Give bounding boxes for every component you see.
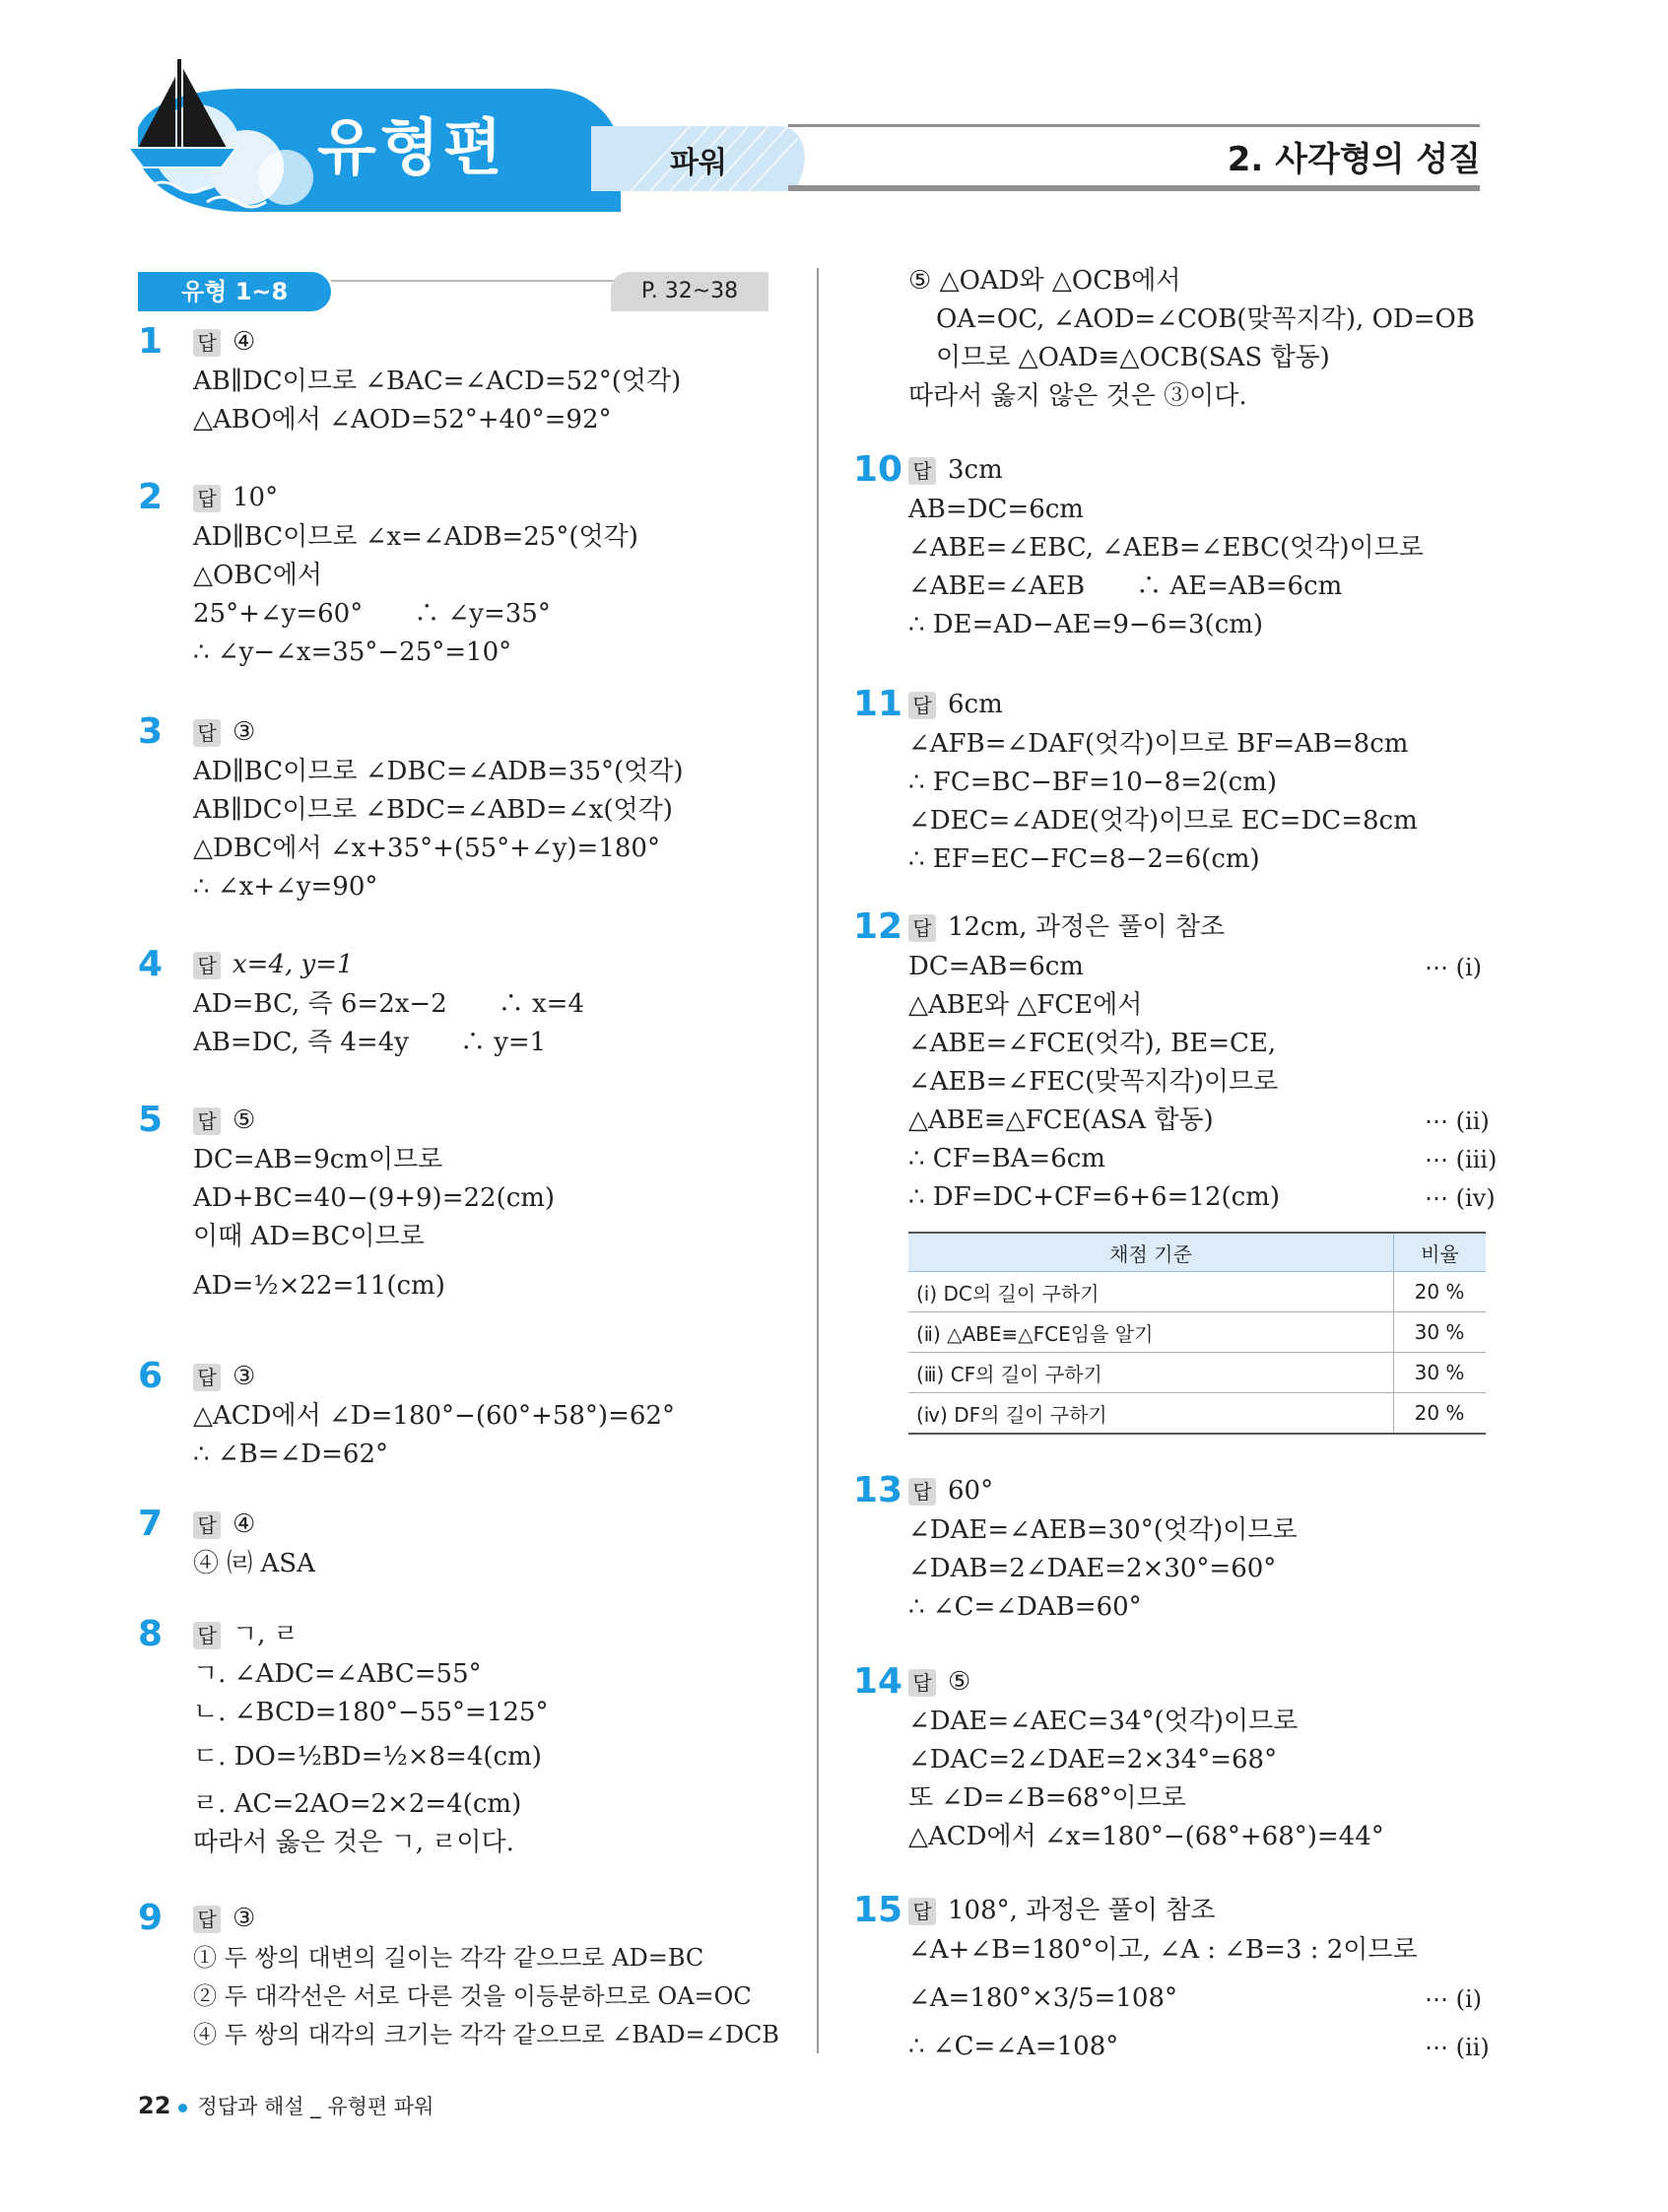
- solution-line: ∴ ∠x+∠y=90°: [193, 872, 378, 902]
- answer-badge: 답: [908, 457, 936, 485]
- solution-line: ∠ABE=∠FCE(엇각), BE=CE,: [908, 1029, 1277, 1058]
- grading-ratio: 30 %: [1394, 1353, 1487, 1393]
- answer: ③: [233, 717, 256, 747]
- type-banner: [138, 272, 768, 311]
- answer: 6cm: [948, 690, 1003, 719]
- problem-number: 4: [138, 944, 164, 984]
- answer: ④: [233, 327, 256, 357]
- solution-line: ④ ㈃ ASA: [193, 1549, 315, 1578]
- solution-line: ④ 두 쌍의 대각의 크기는 각각 같으므로 ∠BAD=∠DCB: [193, 2021, 779, 2048]
- solution-line: 따라서 옳은 것은 ㄱ, ㄹ이다.: [193, 1828, 514, 1857]
- solution-line: 따라서 옳지 않은 것은 ③이다.: [908, 381, 1247, 411]
- answer-badge: 답: [908, 1478, 936, 1506]
- solution-line: ㄹ. AC=2AO=2×2=4(cm): [193, 1789, 522, 1819]
- answer: ③: [233, 1904, 256, 1933]
- answer: 12cm, 과정은 풀이 참조: [948, 912, 1226, 942]
- problem-number: 3: [138, 711, 164, 752]
- solution-line: △DBC에서 ∠x+35°+(55°+∠y)=180°: [193, 834, 660, 863]
- problem-number: 15: [853, 1890, 903, 1930]
- chapter-title: 2. 사각형의 성질: [1227, 140, 1481, 179]
- solution-line: ∠DAC=2∠DAE=2×34°=68°: [908, 1745, 1278, 1775]
- answer: ⑤: [948, 1667, 971, 1697]
- answer-badge: 답: [193, 952, 221, 979]
- answer: 10°: [233, 483, 279, 512]
- solution-line: DC=AB=6cm: [908, 952, 1084, 981]
- problem-number: 7: [138, 1504, 164, 1544]
- problem-number: 1: [138, 321, 164, 362]
- bullet-dot-icon: [178, 2104, 187, 2112]
- answer: ㄱ, ㄹ: [233, 1620, 299, 1649]
- answer-badge: 답: [193, 1364, 221, 1391]
- answer-badge: 답: [193, 719, 221, 747]
- solution-line: DC=AB=9cm이므로: [193, 1145, 443, 1174]
- solution-line: ∴ CF=BA=6cm: [908, 1144, 1105, 1173]
- grading-header-row: [908, 1233, 1486, 1272]
- problem-number: 5: [138, 1100, 164, 1140]
- answer-badge: 답: [193, 329, 221, 357]
- header-title: 유형편: [317, 111, 506, 183]
- step-marker: ⋯ (ⅱ): [1425, 2034, 1490, 2061]
- problem-number: 11: [853, 684, 903, 724]
- solution-line: AB=DC=6cm: [908, 495, 1084, 524]
- grading-criteria: (ⅰ) DC의 길이 구하기: [908, 1272, 1394, 1312]
- solution-line: 이때 AD=BC이므로: [193, 1222, 425, 1251]
- solution-line: ∠A+∠B=180°이고, ∠A : ∠B=3 : 2이므로: [908, 1935, 1418, 1965]
- grading-row: [908, 1272, 1486, 1312]
- type-pages: P. 32~38: [611, 272, 768, 311]
- solution-line: ∴ DE=AD−AE=9−6=3(cm): [908, 610, 1264, 639]
- solution-line: 또 ∠D=∠B=68°이므로: [908, 1783, 1186, 1813]
- problem-number: 2: [138, 477, 164, 517]
- solution-line: △ACD에서 ∠x=180°−(68°+68°)=44°: [908, 1822, 1384, 1851]
- solution-line: AB=DC, 즉 4=4y ∴ y=1: [193, 1028, 547, 1057]
- solution-line: ∠AFB=∠DAF(엇각)이므로 BF=AB=8cm: [908, 729, 1409, 759]
- answer: 60°: [948, 1476, 994, 1506]
- grading-criteria: (ⅲ) CF의 길이 구하기: [908, 1353, 1394, 1393]
- step-marker: ⋯ (ⅰ): [1425, 954, 1483, 981]
- solution-line: △ACD에서 ∠D=180°−(60°+58°)=62°: [193, 1401, 675, 1431]
- solution-line: ∠A=180°×3/5=108°: [908, 1983, 1178, 2013]
- solution-line: ② 두 대각선은 서로 다른 것을 이등분하므로 OA=OC: [193, 1982, 752, 2010]
- answer: 108°, 과정은 풀이 참조: [948, 1896, 1216, 1925]
- solution-line: ∠DEC=∠ADE(엇각)이므로 EC=DC=8cm: [908, 806, 1418, 836]
- grading-table: [908, 1232, 1486, 1435]
- page-header: [0, 0, 1668, 227]
- answer: ④: [233, 1509, 256, 1539]
- solution-line: OA=OC, ∠AOD=∠COB(맞꼭지각), OD=OB: [936, 304, 1475, 334]
- solution-line: ∴ ∠C=∠DAB=60°: [908, 1592, 1142, 1622]
- grading-criteria: (ⅳ) DF의 길이 구하기: [908, 1393, 1394, 1435]
- grading-header-criteria: 채점 기준: [908, 1233, 1394, 1272]
- solution-line: AD=½×22=11(cm): [193, 1271, 445, 1301]
- solution-line: ∴ ∠B=∠D=62°: [193, 1440, 388, 1469]
- solution-line: ∠DAE=∠AEC=34°(엇각)이므로: [908, 1707, 1299, 1736]
- problem-number: 13: [853, 1470, 903, 1510]
- grading-row: [908, 1312, 1486, 1353]
- answer-badge: 답: [908, 914, 936, 942]
- answer-badge: 답: [193, 1107, 221, 1135]
- solution-line: 이므로 △OAD≡△OCB(SAS 합동): [936, 343, 1330, 372]
- solution-line: ① 두 쌍의 대변의 길이는 각각 같으므로 AD=BC: [193, 1944, 704, 1972]
- solution-line: ∴ ∠C=∠A=108°: [908, 2032, 1119, 2061]
- solution-line: ㄷ. DO=½BD=½×8=4(cm): [193, 1742, 542, 1772]
- header-graphic: [0, 0, 1668, 227]
- solution-line: △ABE≡△FCE(ASA 합동): [908, 1106, 1214, 1135]
- problem-number: 8: [138, 1614, 164, 1654]
- problem-number: 10: [853, 449, 903, 490]
- solution-line: △ABO에서 ∠AOD=52°+40°=92°: [193, 405, 612, 435]
- solution-line: ∴ ∠y−∠x=35°−25°=10°: [193, 637, 512, 667]
- answer-badge: 답: [908, 692, 936, 719]
- answer-badge: 답: [193, 1511, 221, 1539]
- solution-line: ⑤ △OAD와 △OCB에서: [908, 266, 1181, 296]
- type-label: 유형 1~8: [138, 272, 331, 311]
- step-marker: ⋯ (ⅳ): [1425, 1184, 1496, 1212]
- grading-ratio: 20 %: [1394, 1272, 1487, 1312]
- grading-row: [908, 1353, 1486, 1393]
- answer: ⑤: [233, 1106, 256, 1135]
- answer: ③: [233, 1362, 256, 1391]
- solution-line: ∠DAB=2∠DAE=2×30°=60°: [908, 1554, 1277, 1583]
- column-divider: [817, 268, 819, 2053]
- grading-ratio: 20 %: [1394, 1393, 1487, 1435]
- solution-line: ∴ FC=BC−BF=10−8=2(cm): [908, 768, 1277, 797]
- grading-criteria: (ⅱ) △ABE≡△FCE임을 알기: [908, 1312, 1394, 1353]
- solution-line: ∠AEB=∠FEC(맞꼭지각)이므로: [908, 1067, 1279, 1097]
- solution-line: AD∥BC이므로 ∠DBC=∠ADB=35°(엇각): [193, 757, 684, 786]
- answer: x=4, y=1: [233, 950, 354, 979]
- problem-number: 12: [853, 906, 903, 947]
- footer-text: 정답과 해설 _ 유형편 파워: [197, 2095, 434, 2118]
- problem-number: 6: [138, 1356, 164, 1396]
- solution-line: ∠ABE=∠AEB ∴ AE=AB=6cm: [908, 571, 1343, 601]
- answer-badge: 답: [908, 1898, 936, 1925]
- solution-line: 25°+∠y=60° ∴ ∠y=35°: [193, 599, 551, 629]
- answer-badge: 답: [908, 1669, 936, 1697]
- header-tab: 파워: [670, 146, 727, 180]
- step-marker: ⋯ (ⅱ): [1425, 1107, 1490, 1135]
- solution-line: AD=BC, 즉 6=2x−2 ∴ x=4: [193, 989, 584, 1019]
- page-number: 22: [138, 2092, 171, 2119]
- grading-ratio: 30 %: [1394, 1312, 1487, 1353]
- solution-line: △ABE와 △FCE에서: [908, 990, 1143, 1020]
- solution-line: AD∥BC이므로 ∠x=∠ADB=25°(엇각): [193, 522, 638, 552]
- grading-header-ratio: 비율: [1394, 1233, 1487, 1272]
- solution-line: ㄴ. ∠BCD=180°−55°=125°: [193, 1698, 549, 1727]
- solution-line: △OBC에서: [193, 561, 323, 590]
- answer-badge: 답: [193, 1906, 221, 1933]
- page-footer: [138, 2091, 434, 2120]
- problem-number: 14: [853, 1661, 903, 1702]
- answer: 3cm: [948, 455, 1003, 485]
- step-marker: ⋯ (ⅰ): [1425, 1985, 1483, 2013]
- solution-line: AD+BC=40−(9+9)=22(cm): [193, 1183, 556, 1213]
- solution-line: AB∥DC이므로 ∠BAC=∠ACD=52°(엇각): [193, 367, 682, 396]
- step-marker: ⋯ (ⅲ): [1425, 1146, 1498, 1173]
- solution-line: ∴ EF=EC−FC=8−2=6(cm): [908, 844, 1260, 874]
- solution-line: ∠ABE=∠EBC, ∠AEB=∠EBC(엇각)이므로: [908, 533, 1424, 563]
- grading-row: [908, 1393, 1486, 1435]
- problem-number: 9: [138, 1898, 164, 1938]
- solution-line: ㄱ. ∠ADC=∠ABC=55°: [193, 1659, 482, 1689]
- solution-line: ∴ DF=DC+CF=6+6=12(cm): [908, 1182, 1280, 1212]
- answer-badge: 답: [193, 485, 221, 512]
- answer-badge: 답: [193, 1622, 221, 1649]
- solution-line: AB∥DC이므로 ∠BDC=∠ABD=∠x(엇각): [193, 795, 673, 825]
- solution-line: ∠DAE=∠AEB=30°(엇각)이므로: [908, 1515, 1298, 1545]
